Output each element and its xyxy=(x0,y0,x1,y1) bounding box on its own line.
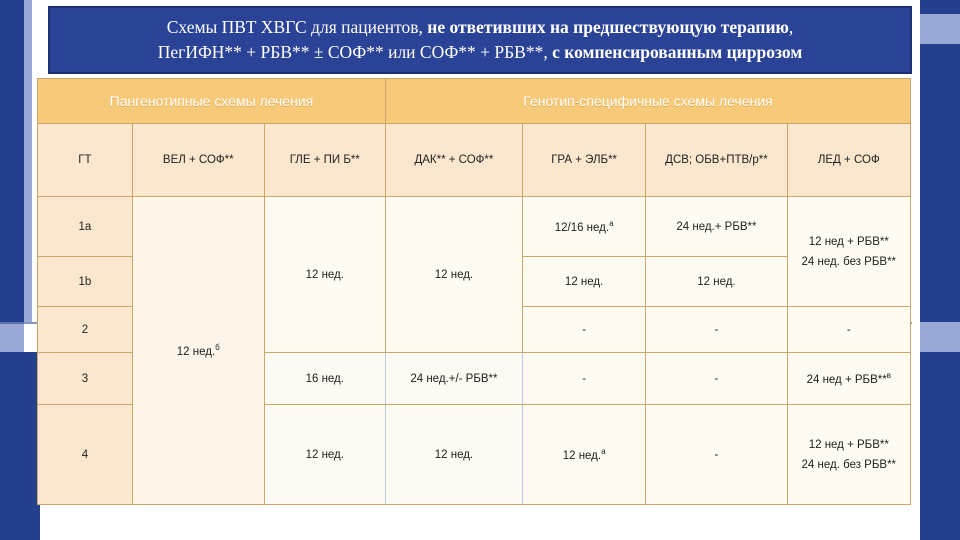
table-column-header-row xyxy=(38,124,911,197)
row-4-gra-elb xyxy=(522,405,645,505)
row-1a-gra-elb xyxy=(522,197,645,257)
row-1a-led-sof-line2: 24 нед. без РБВ** xyxy=(801,255,897,268)
column-header-gt: ГТ xyxy=(38,124,133,197)
row-1a-gt: 1a xyxy=(38,197,133,257)
row-1a-dak-sof: 12 нед. xyxy=(385,197,522,353)
decor-left-band xyxy=(0,322,24,352)
row-3-gra-elb: - xyxy=(522,353,645,405)
row-1a-led-sof xyxy=(787,197,910,307)
decor-right-band-lower xyxy=(920,322,960,352)
column-header-gle-pib: ГЛЕ + ПИ Б** xyxy=(264,124,385,197)
decor-right-bottom-bar xyxy=(920,352,960,540)
title-line-1-plain: Схемы ПВТ ХВГС для пациентов, xyxy=(166,16,428,37)
row-1a-gra-elb-value: 12/16 нед. xyxy=(554,221,610,234)
decor-right-inner-gap xyxy=(912,0,920,540)
row-2-gra-elb: - xyxy=(522,307,645,353)
decor-right-mid-bar xyxy=(920,44,960,322)
decor-right-band xyxy=(920,14,960,44)
page-title xyxy=(158,15,803,66)
treatment-table xyxy=(37,78,911,505)
row-1a-vel-sof xyxy=(132,197,264,505)
row-1a-dsv-obv: 24 нед.+ РБВ** xyxy=(646,197,787,257)
row-1a-vel-sof-value: 12 нед. xyxy=(176,345,216,358)
row-1a-vel-sof-note: б xyxy=(215,343,220,353)
row-1a-led-sof-line1: 12 нед + РБВ** xyxy=(808,235,889,248)
title-line-1-tail: , xyxy=(788,16,794,37)
column-header-gra-elb: ГРА + ЭЛБ** xyxy=(522,124,645,197)
row-1a-gra-elb-note: а xyxy=(609,219,614,229)
row-4-led-sof-line2: 24 нед. без РБВ** xyxy=(801,458,897,471)
row-1b-dsv-obv: 12 нед. xyxy=(646,257,787,307)
decor-left-strip xyxy=(24,0,32,322)
row-4-led-sof-spacer xyxy=(791,451,907,459)
column-header-dak-sof: ДАК** + СОФ** xyxy=(385,124,522,197)
row-4-led-sof xyxy=(787,405,910,505)
row-3-led-sof xyxy=(787,353,910,405)
row-1b-gra-elb: 12 нед. xyxy=(522,257,645,307)
title-line-2-bold: с компенсированным циррозом xyxy=(552,42,803,62)
row-4-gra-elb-value: 12 нед. xyxy=(562,449,602,462)
band-header-pangenotypic: Пангенотипные схемы лечения xyxy=(38,79,386,124)
band-header-genotype-specific: Генотип-специфичные схемы лечения xyxy=(385,79,910,124)
row-1a-led-sof-spacer xyxy=(791,248,907,256)
row-4-dak-sof: 12 нед. xyxy=(385,405,522,505)
title-line-2-plain: ПегИФН** + РБВ** ± СОФ** или СОФ** + РБВ**, xyxy=(157,42,553,62)
row-2-led-sof: - xyxy=(787,307,910,353)
row-2-dsv-obv: - xyxy=(646,307,787,353)
row-4-gra-elb-note: а xyxy=(601,447,606,457)
row-2-gt: 2 xyxy=(38,307,133,353)
row-1a-gle-pib: 12 нед. xyxy=(264,197,385,353)
row-3-gle-pib: 16 нед. xyxy=(264,353,385,405)
treatment-table-wrap xyxy=(37,78,911,505)
row-4-gt: 4 xyxy=(38,405,133,505)
column-header-led-sof: ЛЕД + СОФ xyxy=(787,124,910,197)
row-3-dsv-obv: - xyxy=(646,353,787,405)
row-4-dsv-obv: - xyxy=(646,405,787,505)
table-band-header-row xyxy=(38,79,911,124)
table-row xyxy=(38,197,911,257)
row-3-dak-sof: 24 нед.+/- РБВ** xyxy=(385,353,522,405)
title-line-1-bold: не ответивших на предшествующую терапию xyxy=(427,16,789,37)
decor-left-top-bar xyxy=(0,0,24,322)
row-4-gle-pib: 12 нед. xyxy=(264,405,385,505)
column-header-dsv-obv-ptv: ДСВ; ОБВ+ПТВ/р** xyxy=(646,124,787,197)
decor-left-lower-bar xyxy=(0,352,40,540)
slide-title-box xyxy=(48,6,912,74)
row-1b-gt: 1b xyxy=(38,257,133,307)
row-3-led-sof-value: 24 нед + РБВ** xyxy=(806,373,887,386)
row-4-led-sof-line1: 12 нед + РБВ** xyxy=(808,438,889,451)
decor-right-top-bar xyxy=(920,0,960,14)
column-header-vel-sof: ВЕЛ + СОФ** xyxy=(132,124,264,197)
row-3-gt: 3 xyxy=(38,353,133,405)
row-3-led-sof-note: в xyxy=(886,371,891,381)
